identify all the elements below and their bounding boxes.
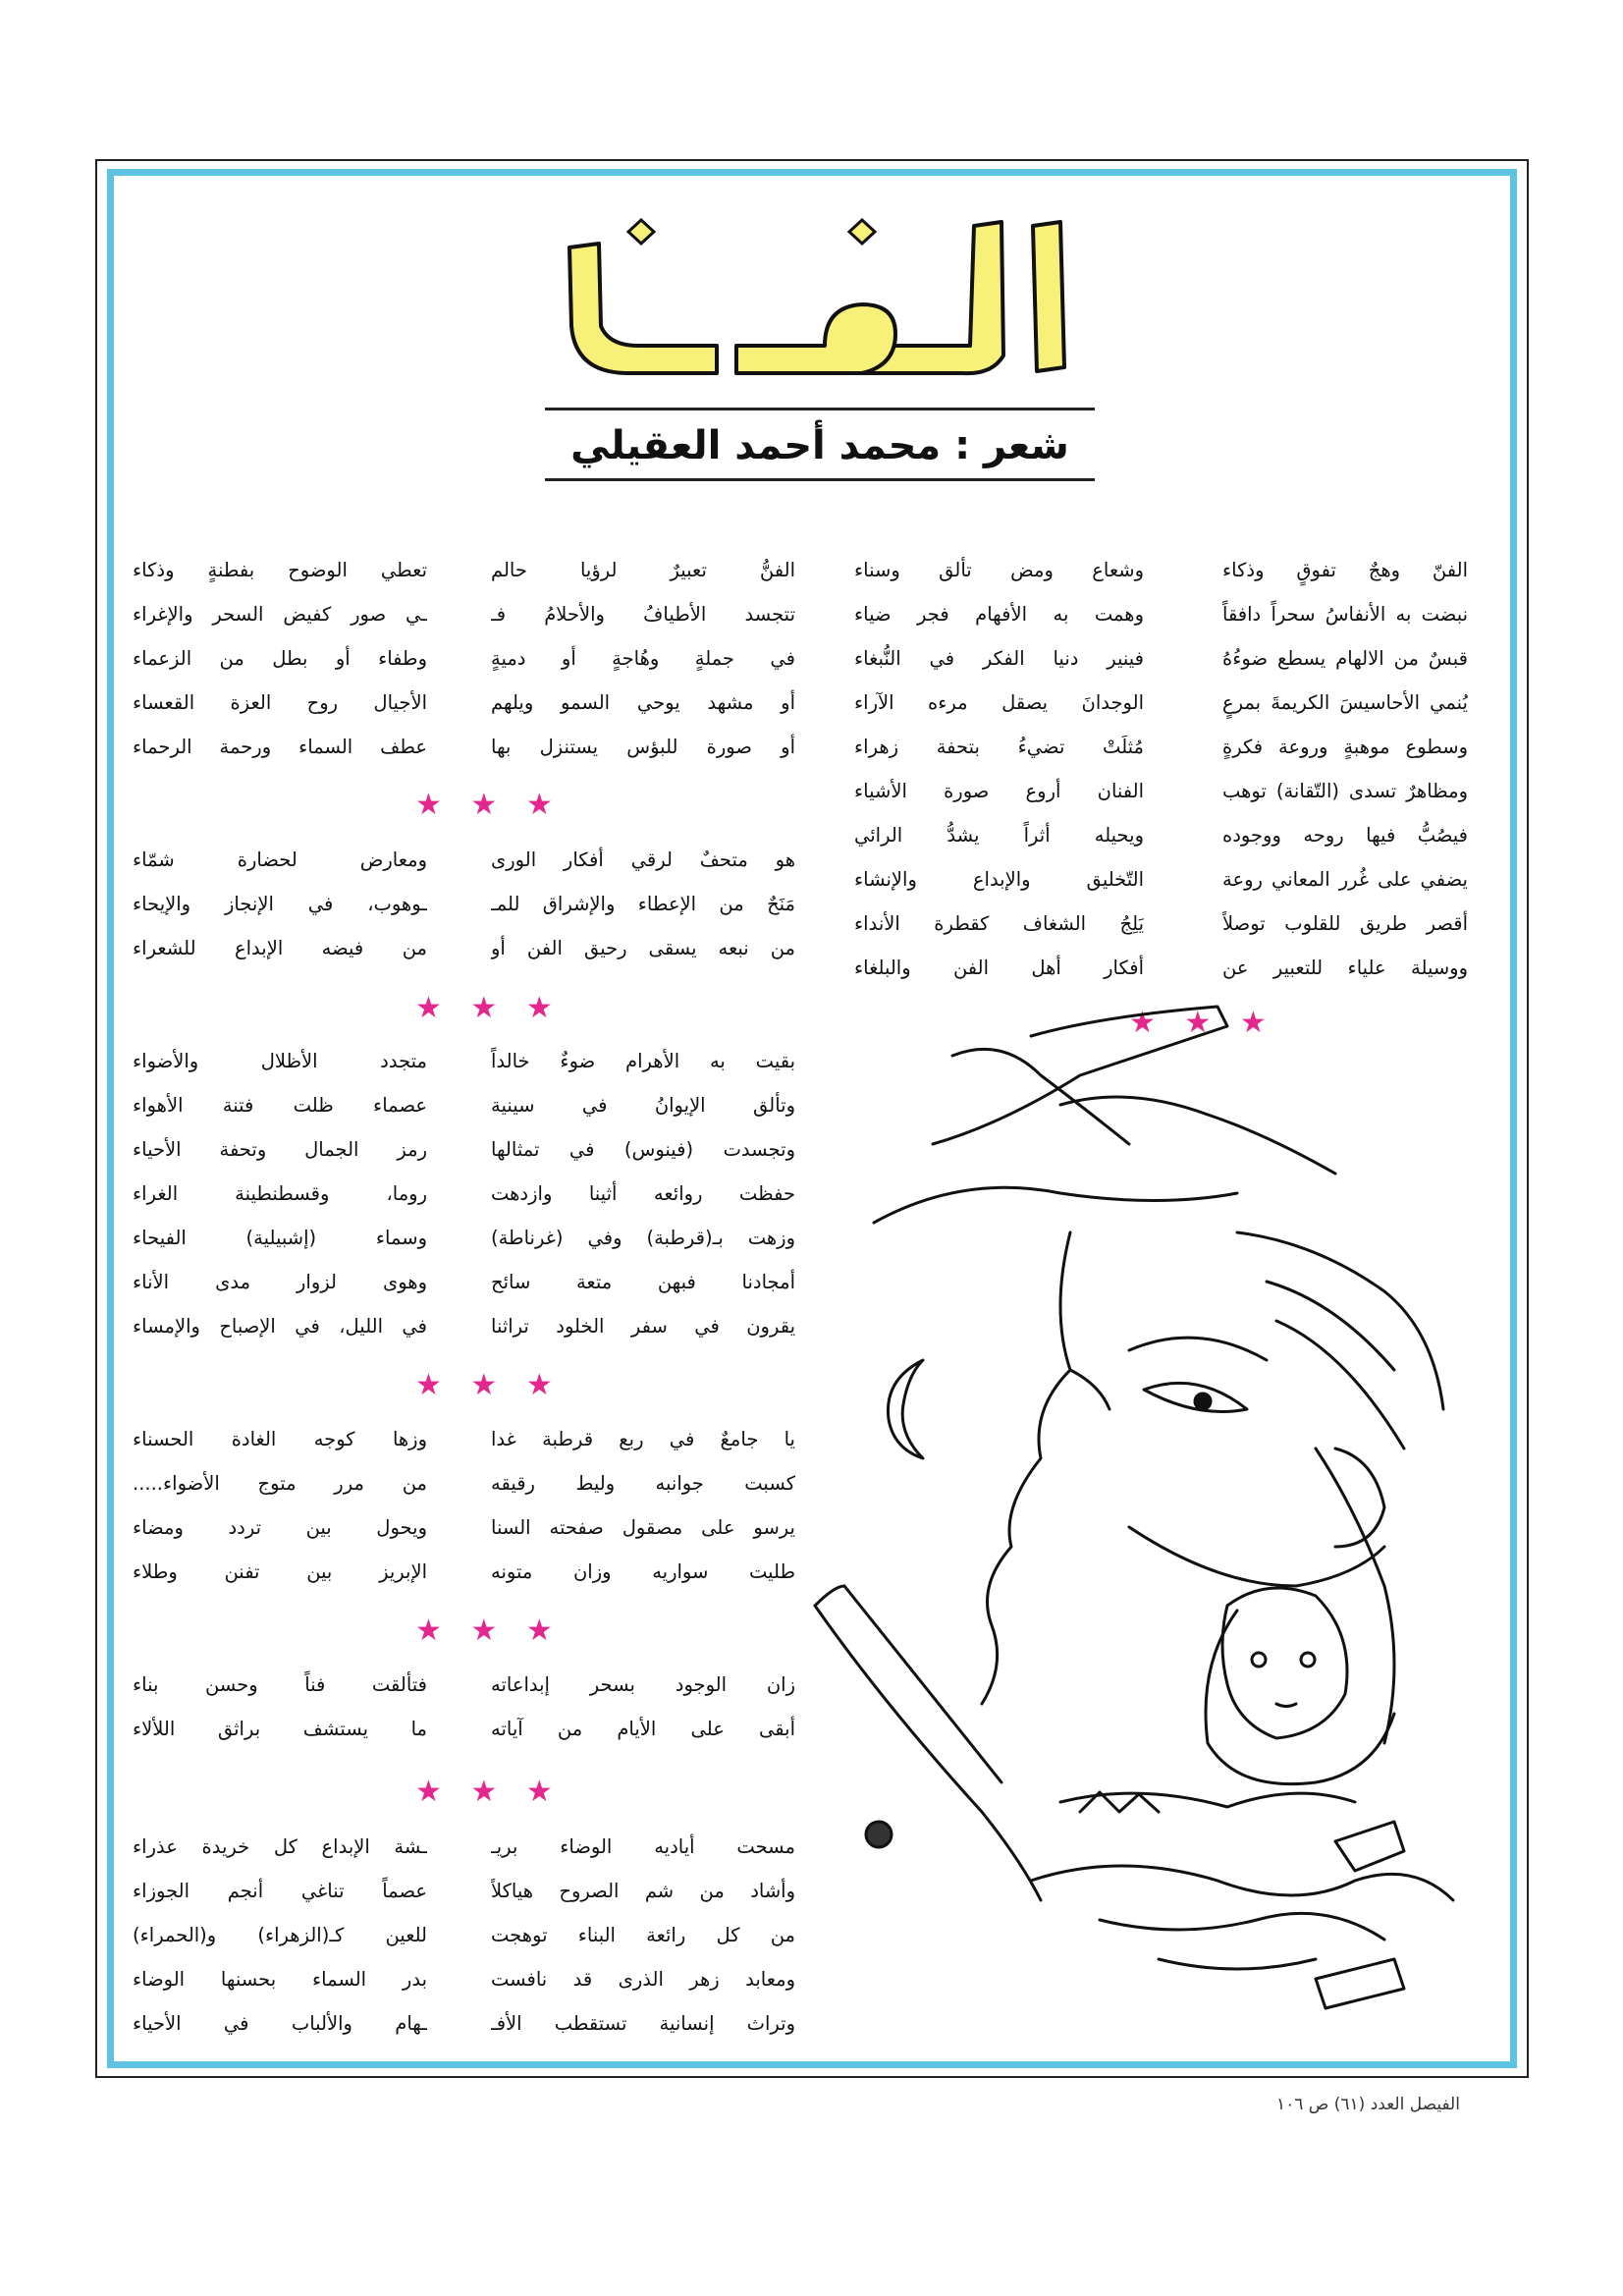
- verse-line: بدر السماء بحسنها الوضاء: [133, 1968, 427, 1991]
- section-separator-stars: ★ ★ ★: [415, 788, 563, 822]
- verse-column-s4-c: [491, 1417, 795, 1594]
- verse-column-s1-b: [854, 548, 1144, 990]
- section-separator-stars: ★ ★ ★: [415, 1368, 563, 1402]
- verse-line: مُثلَتْ تضيءُ بتحفة زهراء: [854, 736, 1144, 758]
- verse-line: يضفي على غُرر المعاني روعة: [1222, 868, 1468, 891]
- verse-line: الوجدانَ يصقل مرءه الآراء: [854, 691, 1144, 714]
- verse-line: مَنَحٌ من الإعطاء والإشراق للمـ: [491, 893, 795, 915]
- verse-line: الإبريز بين تفنن وطلاء: [133, 1560, 427, 1583]
- verse-line: ومعارض لحضارة شمّاء: [133, 848, 427, 871]
- verse-line: روما، وقسطنطينة الغراء: [133, 1182, 427, 1205]
- title-divider-top: [545, 408, 1095, 410]
- verse-line: وتجسدت (فينوس) في تمثالها: [491, 1138, 795, 1161]
- section-separator-stars: ★ ★ ★: [415, 1613, 563, 1648]
- verse-line: الأجيال روح العزة القعساء: [133, 691, 427, 714]
- verse-line: يقرون في سفر الخلود تراثنا: [491, 1315, 795, 1338]
- verse-line: حفظت روائعه أثينا وازدهت: [491, 1182, 795, 1205]
- artist-portrait-sketch: [805, 997, 1492, 2062]
- verse-line: أفكار أهل الفن والبلغاء: [854, 957, 1144, 979]
- verse-line: وتألق الإيوانُ في سينية: [491, 1094, 795, 1117]
- verse-line: من فيضه الإبداع للشعراء: [133, 937, 427, 959]
- verse-line: وشعاع ومض تألق وسناء: [854, 559, 1144, 581]
- verse-line: ومظاهرٌ تسدى (التّقانة) توهب: [1222, 780, 1468, 802]
- title-calligraphy-graphic: [530, 208, 1100, 395]
- verse-line: وتراث إنسانية تستقطب الأفـ: [491, 2012, 795, 2035]
- verse-column-s4-d: [133, 1417, 427, 1594]
- verse-line: متجدد الأظلال والأضواء: [133, 1050, 427, 1072]
- section-separator-stars: ★ ★ ★: [415, 1775, 563, 1809]
- verse-line: من كل رائعة البناء توهجت: [491, 1924, 795, 1946]
- verse-column-s5-c: [491, 1663, 795, 1751]
- verse-line: أمجادنا فبهن متعة سائح: [491, 1271, 795, 1293]
- verse-column-s6-d: [133, 1825, 427, 2046]
- poem-author: شعر : محمد أحمد العقيلي: [570, 423, 1069, 468]
- verse-line: طليت سواريه وزان متونه: [491, 1560, 795, 1583]
- verse-line: ويحول بين تردد ومضاء: [133, 1516, 427, 1539]
- verse-line: عصماء ظلت فتنة الأهواء: [133, 1094, 427, 1117]
- verse-line: في الليل، في الإصباح والإمساء: [133, 1315, 427, 1338]
- verse-line: عصماً تناغي أنجم الجوزاء: [133, 1880, 427, 1902]
- verse-line: أبقى على الأيام من آياته: [491, 1718, 795, 1740]
- verse-line: فيصُبُّ فيها روحه ووجوده: [1222, 824, 1468, 847]
- verse-column-s1-d: [133, 548, 427, 769]
- verse-line: ووسيلة علياء للتعبير عن: [1222, 957, 1468, 979]
- verse-line: بقيت به الأهرام ضوءٌ خالداً: [491, 1050, 795, 1072]
- verse-line: من مرر متوج الأضواء.....: [133, 1472, 427, 1495]
- verse-line: أو صورة للبؤس يستنزل بها: [491, 736, 795, 758]
- verse-line: وسماء (إشبيلية) الفيحاء: [133, 1227, 427, 1249]
- title-divider-bottom: [545, 478, 1095, 481]
- verse-line: وأشاد من شم الصروح هياكلاً: [491, 1880, 795, 1902]
- verse-line: يرسو على مصقول صفحته السنا: [491, 1516, 795, 1539]
- verse-line: أو مشهد يوحي السمو ويلهم: [491, 691, 795, 714]
- verse-line: يَلِجُ الشغاف كقطرة الأنداء: [854, 912, 1144, 935]
- verse-column-s2-c: [491, 838, 795, 970]
- verse-line: من نبعه يسقى رحيق الفن أو: [491, 937, 795, 959]
- verse-line: في جملةٍ وهُاجةٍ أو دميةٍ: [491, 647, 795, 670]
- line-art-illustration: [805, 997, 1492, 2062]
- verse-line: نبضت به الأنفاسُ سحراً دافقاً: [1222, 603, 1468, 626]
- page-footer: الفيصل العدد (٦١) ص ١٠٦: [1276, 2095, 1460, 2114]
- verse-line: للعين كـ(الزهراء) و(الحمراء): [133, 1924, 427, 1946]
- verse-line: الفنان أروع صورة الأشياء: [854, 780, 1144, 802]
- verse-line: وزهت بـ(قرطبة) وفي (غرناطة): [491, 1227, 795, 1249]
- verse-line: تعطي الوضوح بفطنةٍ وذكاء: [133, 559, 427, 581]
- verse-column-s3-c: [491, 1039, 795, 1348]
- verse-line: وزها كوجه الغادة الحسناء: [133, 1428, 427, 1450]
- verse-line: فينير دنيا الفكر في النُّبغاء: [854, 647, 1144, 670]
- verse-line: ما يستشف براثق اللألاء: [133, 1718, 427, 1740]
- verse-line: وسطوع موهبةٍ وروعة فكرةٍ: [1222, 736, 1468, 758]
- verse-line: أقصر طريق للقلوب توصلاً: [1222, 912, 1468, 935]
- verse-column-s1-a: [1222, 548, 1468, 990]
- verse-line: ويحيله أثراً يشدُّ الرائي: [854, 824, 1144, 847]
- verse-column-s6-c: [491, 1825, 795, 2046]
- verse-line: كسبت جوانبه وليط رقيقه: [491, 1472, 795, 1495]
- verse-column-s2-d: [133, 838, 427, 970]
- verse-line: هو متحفٌ لرقي أفكار الورى: [491, 848, 795, 871]
- verse-line: عطف السماء ورحمة الرحماء: [133, 736, 427, 758]
- verse-line: وهوى لزوار مدى الأناء: [133, 1271, 427, 1293]
- verse-line: الفنُّ تعبيرٌ لرؤيا حالم: [491, 559, 795, 581]
- verse-line: وهمت به الأفهام فجر ضياء: [854, 603, 1144, 626]
- verse-line: وطفاء أو بطل من الزعماء: [133, 647, 427, 670]
- verse-line: قبسٌ من الالهام يسطع ضوءُهُ: [1222, 647, 1468, 670]
- section-separator-stars: ★ ★ ★: [1129, 1006, 1276, 1040]
- verse-line: يُنمي الأحاسيسَ الكريمةَ بمرعٍ: [1222, 691, 1468, 714]
- verse-line: فتألقت فناً وحسن بناء: [133, 1673, 427, 1696]
- verse-column-s5-d: [133, 1663, 427, 1751]
- verse-line: مسحت أياديه الوضاء بريـ: [491, 1835, 795, 1858]
- verse-line: ـي صور كفيض السحر والإغراء: [133, 603, 427, 626]
- verse-line: التّخليق والإبداع والإنشاء: [854, 868, 1144, 891]
- verse-line: يا جامعٌ في ربع قرطبة غدا: [491, 1428, 795, 1450]
- verse-column-s1-c: [491, 548, 795, 769]
- verse-column-s3-d: [133, 1039, 427, 1348]
- verse-line: ـشة الإبداع كل خريدة عذراء: [133, 1835, 427, 1858]
- section-separator-stars: ★ ★ ★: [415, 991, 563, 1025]
- verse-line: تتجسد الأطيافُ والأحلامُ فـ: [491, 603, 795, 626]
- verse-line: ـهام والألباب في الأحياء: [133, 2012, 427, 2035]
- verse-line: رمز الجمال وتحفة الأحياء: [133, 1138, 427, 1161]
- verse-line: ومعابد زهر الذرى قد نافست: [491, 1968, 795, 1991]
- poem-title-calligraphy: [530, 208, 1100, 395]
- verse-line: ـوهوب، في الإنجاز والإيحاء: [133, 893, 427, 915]
- verse-line: الفنّ وهجٌ تفوقٍ وذكاء: [1222, 559, 1468, 581]
- verse-line: زان الوجود بسحر إبداعاته: [491, 1673, 795, 1696]
